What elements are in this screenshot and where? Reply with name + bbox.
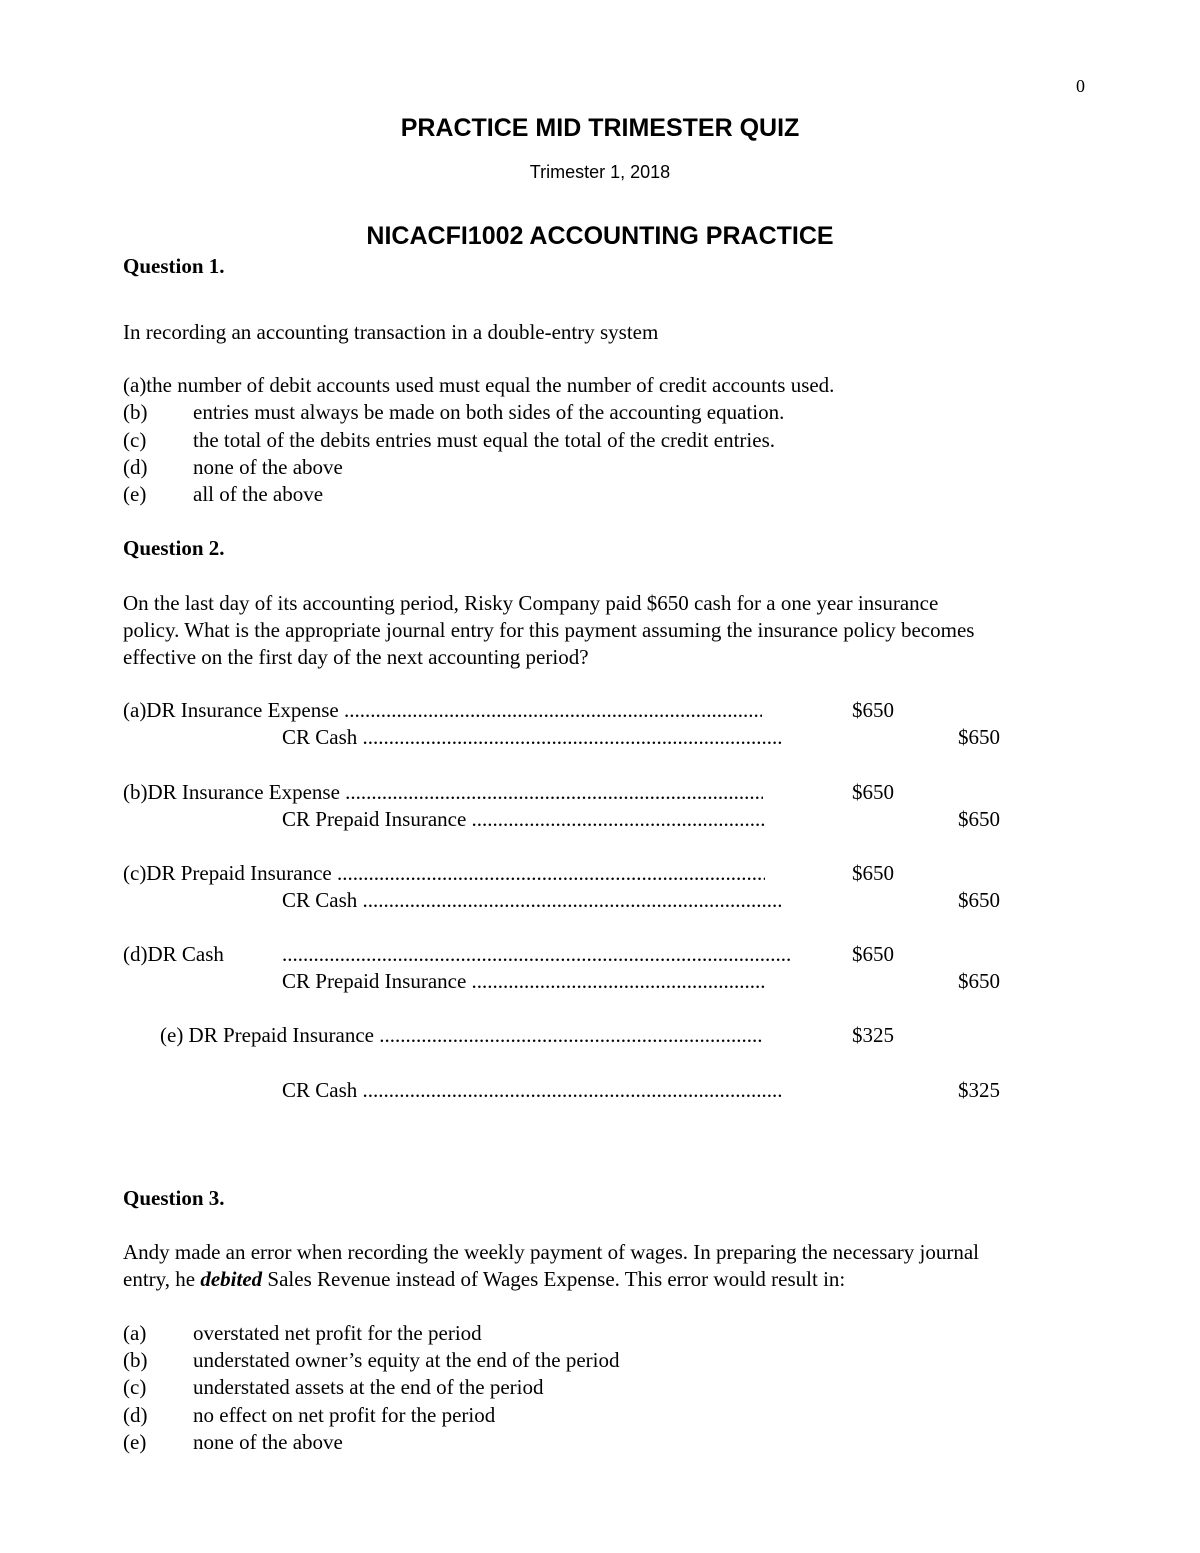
credit-label: CR Cash [282, 888, 358, 912]
page-title: PRACTICE MID TRIMESTER QUIZ [400, 114, 800, 142]
question-1-option-label: (b) [123, 400, 148, 424]
question-1-option-text: the total of the debits entries must equal the total of the credit entries. [193, 428, 775, 452]
journal-entry-credit-line [282, 807, 766, 832]
journal-entry-debit-line [123, 698, 793, 723]
question-2-stem-line: effective on the first day of the next accounting period? [123, 645, 589, 669]
question-3-heading: Question 3. [123, 1186, 225, 1210]
credit-amount: $650 [958, 725, 1000, 749]
journal-entry-debit-line [160, 1023, 763, 1048]
journal-entry-debit-line [123, 780, 763, 805]
page-subtitle: Trimester 1, 2018 [529, 162, 671, 182]
debit-label: (a)DR Insurance Expense [123, 698, 339, 722]
question-2-heading: Question 2. [123, 536, 225, 560]
credit-amount: $650 [958, 807, 1000, 831]
dot-leader [282, 942, 790, 967]
question-1-option-a: (a)the number of debit accounts used must equal the number of credit accounts used. [123, 373, 835, 397]
question-3-option-text: no effect on net profit for the period [193, 1403, 496, 1427]
debit-label: (e) DR Prepaid Insurance [160, 1023, 374, 1047]
question-3-option-label: (c) [123, 1375, 147, 1399]
credit-amount: $325 [958, 1078, 1000, 1102]
dot-leader [363, 888, 781, 913]
journal-entry-debit-line [123, 861, 765, 886]
question-1-stem: In recording an accounting transaction in a double-entry system [123, 320, 659, 344]
dot-leader [472, 969, 766, 994]
question-3-stem-line [123, 1267, 845, 1292]
dot-leader [344, 698, 762, 723]
question-3-option-text: none of the above [193, 1430, 343, 1454]
question-3-option-label: (b) [123, 1348, 148, 1372]
question-3-option-label: (d) [123, 1403, 148, 1427]
journal-entry-credit-line [282, 969, 766, 994]
question-3-option-label: (e) [123, 1430, 147, 1454]
question-1-option-text: none of the above [193, 455, 343, 479]
debit-amount: $650 [852, 780, 894, 804]
credit-label: CR Cash [282, 1078, 358, 1102]
credit-amount: $650 [958, 888, 1000, 912]
dot-leader [379, 1023, 763, 1048]
debit-amount: $325 [852, 1023, 894, 1047]
question-3-option-text: understated owner’s equity at the end of the period [193, 1348, 620, 1372]
dot-leader [363, 1078, 781, 1103]
dot-leader [363, 725, 781, 750]
journal-entry-credit-line [282, 1078, 781, 1103]
question-3-option-text: overstated net profit for the period [193, 1321, 482, 1345]
page-number: 0 [1076, 76, 1085, 96]
question-1-option-text: all of the above [193, 482, 324, 506]
debit-amount: $650 [852, 698, 894, 722]
debit-amount: $650 [852, 942, 894, 966]
credit-label: CR Prepaid Insurance [282, 807, 467, 831]
question-2-stem-line: On the last day of its accounting period, Risky Company paid $650 cash for a one year insurance [123, 591, 939, 615]
dot-leader [337, 861, 765, 886]
debit-label: (c)DR Prepaid Insurance [123, 861, 332, 885]
question-1-option-text: entries must always be made on both sides of the accounting equation. [193, 400, 785, 424]
question-1-option-label: (d) [123, 455, 148, 479]
dot-leader [345, 780, 763, 805]
question-3-stem-line: Andy made an error when recording the weekly payment of wages. In preparing the necessary journal [123, 1240, 980, 1264]
debit-label: (b)DR Insurance Expense [123, 780, 340, 804]
debit-amount: $650 [852, 861, 894, 885]
credit-label: CR Cash [282, 725, 358, 749]
question-3-option-text: understated assets at the end of the period [193, 1375, 544, 1399]
question-2-stem-line: policy. What is the appropriate journal entry for this payment assuming the insurance policy becomes [123, 618, 975, 642]
course-title: NICACFI1002 ACCOUNTING PRACTICE [366, 222, 834, 250]
journal-entry-debit-label: (d)DR Cash [123, 942, 224, 966]
journal-entry-credit-line [282, 888, 781, 913]
credit-label: CR Prepaid Insurance [282, 969, 467, 993]
journal-entry-debit-line [282, 942, 790, 967]
stem-text: entry, he [123, 1267, 201, 1291]
credit-amount: $650 [958, 969, 1000, 993]
stem-text: Sales Revenue instead of Wages Expense. This error would result in: [262, 1267, 846, 1291]
question-1-option-label: (c) [123, 428, 147, 452]
question-3-option-label: (a) [123, 1321, 147, 1345]
dot-leader [472, 807, 766, 832]
emphasized-word: debited [200, 1267, 263, 1291]
question-1-heading: Question 1. [123, 254, 225, 278]
question-1-option-label: (e) [123, 482, 147, 506]
journal-entry-credit-line [282, 725, 781, 750]
